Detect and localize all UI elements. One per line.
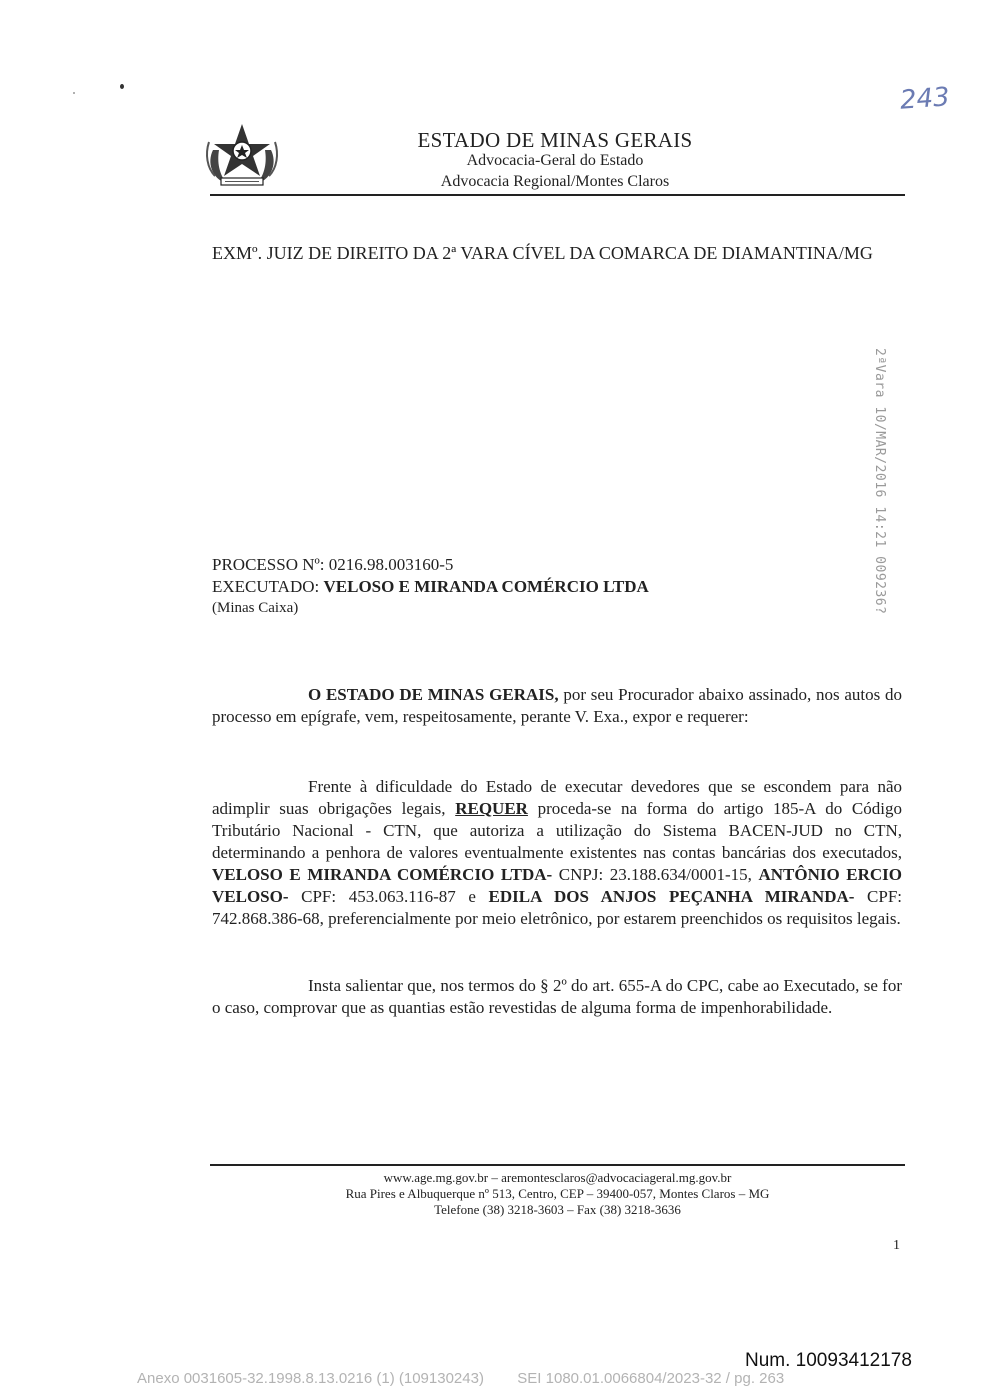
plaintiff-name: O ESTADO DE MINAS GERAIS, [308,685,559,704]
process-number: 0216.98.003160-5 [328,555,454,574]
request-text: CPF: 453.063.116-87 e [288,887,489,906]
footer-divider [210,1164,905,1166]
header-divider [210,194,905,196]
executado-line [212,577,649,597]
process-number-line [212,555,453,575]
footer-address: Rua Pires e Albuquerque nº 513, Centro, CEP – 39400-057, Montes Claros – MG [345,1186,770,1201]
request-text: CPF: 742.868.386-68, preferencialmente por meio eletrônico, por estarem preenchidos os requisitos legais. [212,887,902,928]
paragraph-request [212,776,902,930]
debtor-person-1: ANTÔNIO ERCIO VELOSO- [212,865,903,906]
paragraph-closing [212,975,902,1019]
paragraph-intro [212,684,902,728]
annex-reference: Anexo 0031605-32.1998.8.13.0216 (1) (109130243) SEI 1080.01.0066804/2023-32 / pg. 263 [137,1370,785,1387]
request-text: CNPJ: 23.188.634/0001-15, [552,865,759,884]
process-note: (Minas Caixa) [212,600,299,616]
debtor-company: VELOSO E MIRANDA COMÉRCIO LTDA- [212,865,553,884]
page-number: 1 [893,1238,900,1253]
header-title: ESTADO DE MINAS GERAIS [417,128,693,152]
footer-web-email: www.age.mg.gov.br – aremontesclaros@advocaciageral.mg.gov.br [383,1170,732,1185]
intro-text: por seu Procurador abaixo assinado, nos autos do processo em epígrafe, vem, respeitosamente, perante V. Exa., expor e requerer: [212,685,902,726]
process-label: PROCESSO Nº: [212,555,325,574]
addressee: EXMº. JUIZ DE DIREITO DA 2ª VARA CÍVEL DA COMARCA DE DIAMANTINA/MG [212,243,873,263]
footer-phone: Telefone (38) 3218-3603 – Fax (38) 3218-3636 [434,1202,681,1217]
debtor-person-2: EDILA DOS ANJOS PEÇANHA MIRANDA- [488,887,855,906]
executado-label: EXECUTADO: [212,577,320,596]
header-subtitle-agency: Advocacia-Geral do Estado [466,152,644,169]
protocol-stamp: 2ªVara 10/MAR/2016 14:21 009236? [872,348,887,615]
requer-keyword: REQUER [455,799,528,818]
closing-text: Insta salientar que, nos termos do § 2º do art. 655-A do CPC, cabe ao Executado, se for o caso, comprovar que as quantias estão revestidas de alguma forma de impenhorabilidade. [212,976,902,1017]
scan-speck [73,92,75,94]
request-text: proceda-se na forma do artigo 185-A do Código Tributário Nacional - CTN, que autoriza a utilização do Sistema BACEN-JUD no CTN, determinando a penhora de valores eventualmente existentes nas contas bancárias dos executados, [212,799,902,862]
executado-name: VELOSO E MIRANDA COMÉRCIO LTDA [323,577,649,596]
handwritten-page-number: 243 [899,82,951,116]
scan-speck [120,84,124,89]
request-text: Frente à dificuldade do Estado de executar devedores que se escondem para não adimplir suas obrigações legais, [212,777,902,818]
header-subtitle-regional: Advocacia Regional/Montes Claros [440,173,670,190]
document-number: Num. 10093412178 [745,1350,912,1371]
